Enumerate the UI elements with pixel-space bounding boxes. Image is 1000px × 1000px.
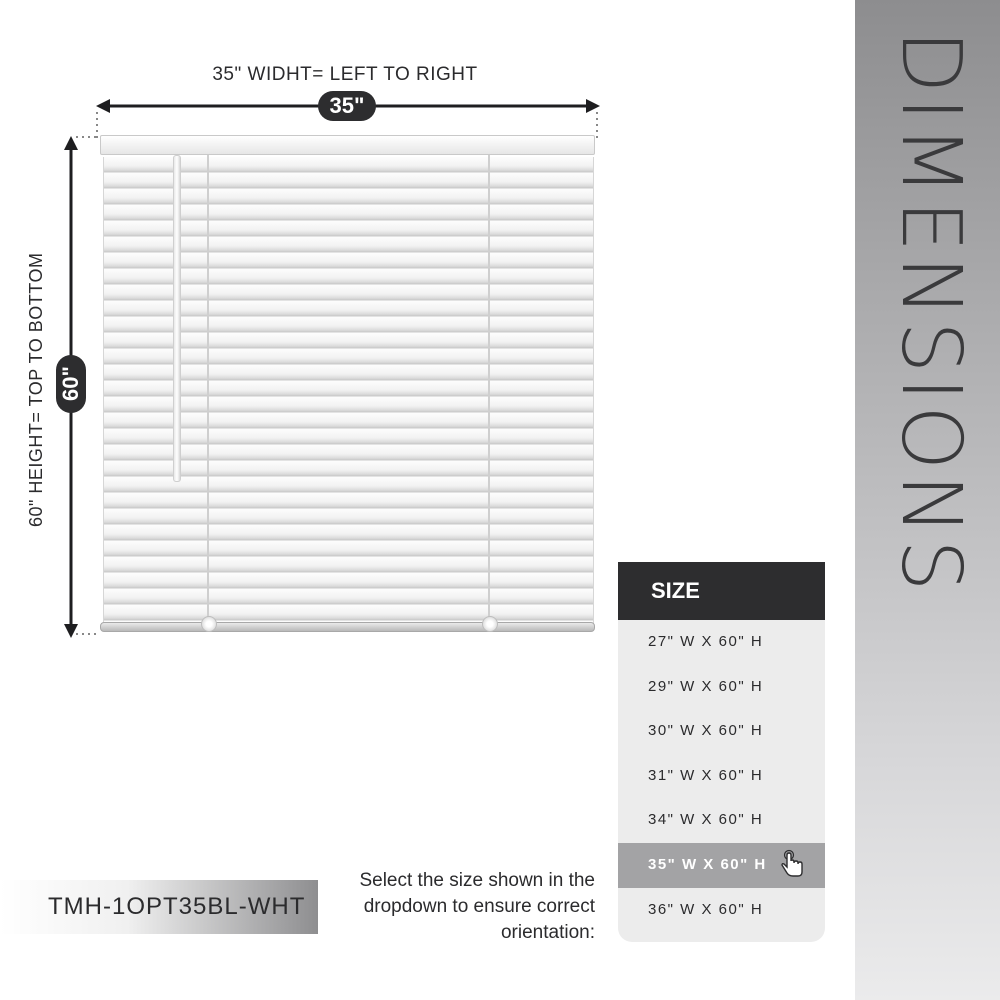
size-option-27[interactable]: 27" W X 60" H	[648, 633, 764, 650]
height-caption: 60" HEIGHT= TOP TO BOTTOM	[26, 252, 46, 528]
blind-headrail	[100, 135, 595, 155]
size-header: SIZE	[618, 562, 825, 620]
size-option-label: 35" W X 60" H	[648, 855, 767, 873]
page-title: DIMENSIONS	[883, 30, 978, 596]
blind-image	[100, 135, 595, 640]
size-option-29[interactable]: 29" W X 60" H	[648, 677, 764, 695]
blind-ladder-left	[207, 155, 209, 630]
size-option-35-selected[interactable]	[618, 843, 825, 888]
blind-ladder-right	[488, 155, 490, 630]
sku-bar	[0, 880, 318, 934]
selection-note: Select the size shown in the dropdown to ensure correct orientation:	[359, 870, 595, 943]
size-option-34[interactable]: 34" W X 60" H	[648, 811, 764, 829]
blind-bottom-rail	[100, 622, 595, 632]
hand-pointer-icon	[778, 849, 808, 879]
sku-label: TMH-1OPT35BL-WHT	[48, 893, 306, 920]
cord-knot-right	[482, 616, 498, 632]
cord-knot-left	[201, 616, 217, 632]
tilt-wand	[173, 155, 181, 482]
size-dropdown-panel	[618, 562, 825, 942]
size-option-30[interactable]: 30" W X 60" H	[648, 722, 764, 740]
width-value-badge: 35"	[318, 91, 376, 121]
height-value-badge: 60"	[56, 355, 86, 413]
size-option-36[interactable]: 36" W X 60" H	[648, 900, 764, 918]
size-option-31[interactable]: 31" W X 60" H	[648, 766, 764, 784]
width-caption: 35" WIDHT= LEFT TO RIGHT	[212, 64, 478, 85]
